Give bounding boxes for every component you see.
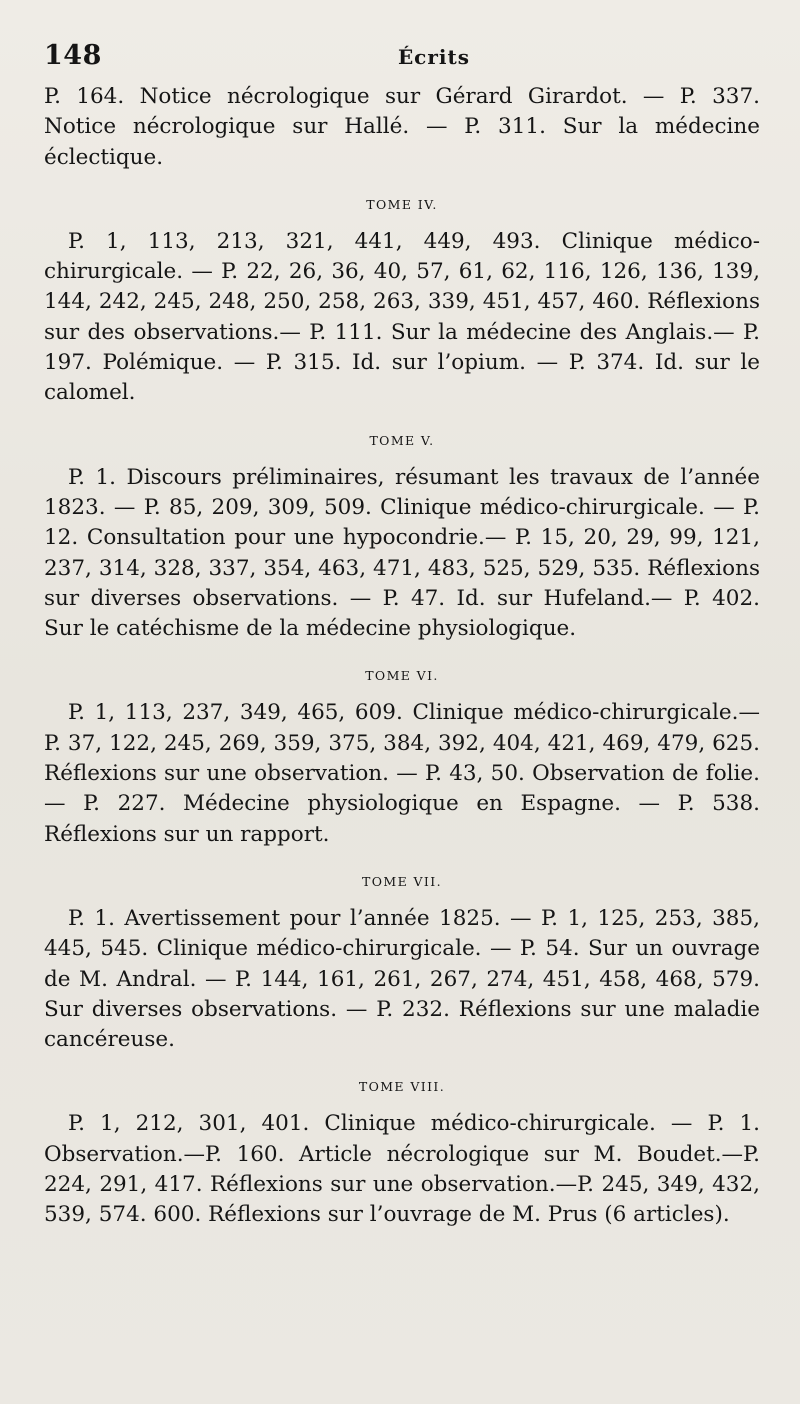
section-text: P. 1, 113, 237, 349, 465, 609. Clinique médico-chirurgicale.— P. 37, 122, 245, 269, 359, 375, 384, 392, 404, 421, 469, 479, 625. Réflexions sur une observation. — P. 43, 50. Observation de folie. — P. 227. Médecine physiologique en Espagne. — P. 538. Réflexions sur un rapport. [44,700,760,847]
tome-heading: TOME VIII. [358,1079,446,1095]
tome-heading: TOME VI. [365,668,439,684]
section-tome-vi [44,668,760,849]
tome-heading: TOME V. [369,432,435,448]
section-tome-vii [44,874,760,1055]
section-tome-viii [44,1079,760,1230]
section-tome-v [44,433,760,645]
section-text: P. 1, 212, 301, 401. Clinique médico-chirurgicale. — P. 1. Observation.—P. 160. Article nécrologique sur M. Boudet.—P. 224, 291, 417. Réflexions sur une observation.—P. 245, 349, 432, 539, 574. 600. Réflexions sur l’ouvrage de M. Prus (6 articles). [44,1111,760,1228]
page-number: 148 [44,40,102,71]
section-text: P. 1. Discours préliminaires, résumant les travaux de l’année 1823. — P. 85, 209, 309, 509. Clinique médico-chirurgicale. — P. 12. Consultation pour une hypocondrie.— P. 15, 20, 29, 99, 121, 237, 314, 328, 337, 354, 463, 471, 483, 525, 529, 535. Réflexions sur diverses observations. — P. 47. Id. sur Hufeland.— P. 402. Sur le catéchisme de la médecine physiologique. [44,464,760,642]
section-text: P. 1, 113, 213, 321, 441, 449, 493. Clinique médico-chirurgicale. — P. 22, 26, 36, 40, 57, 61, 62, 116, 126, 136, 139, 144, 242, 245, 248, 250, 258, 263, 339, 451, 457, 460. Réflexions sur des observations.— P. 111. Sur la médecine des Anglais.— P. 197. Polémique. — P. 315. Id. sur l’opium. — P. 374. Id. sur le calomel. [44,228,760,406]
running-title: Écrits [397,45,470,69]
section-tome-iv [44,197,760,409]
running-head [44,40,760,76]
section-text: P. 1. Avertissement pour l’année 1825. — P. 1, 125, 253, 385, 445, 545. Clinique médico-chirurgicale. — P. 54. Sur un ouvrage de M. Andral. — P. 144, 161, 261, 267, 274, 451, 458, 468, 579. Sur diverses observations. — P. 232. Réflexions sur une maladie cancéreuse. [44,905,760,1053]
section-text: P. 164. Notice nécrologique sur Gérard Girardot. — P. 337. Notice nécrologique sur Hallé. — P. 311. Sur la médecine éclectique. [44,84,760,170]
tome-heading: TOME VII. [362,873,442,889]
section-tome-iii-continuation [44,82,760,173]
tome-heading: TOME IV. [366,196,438,212]
